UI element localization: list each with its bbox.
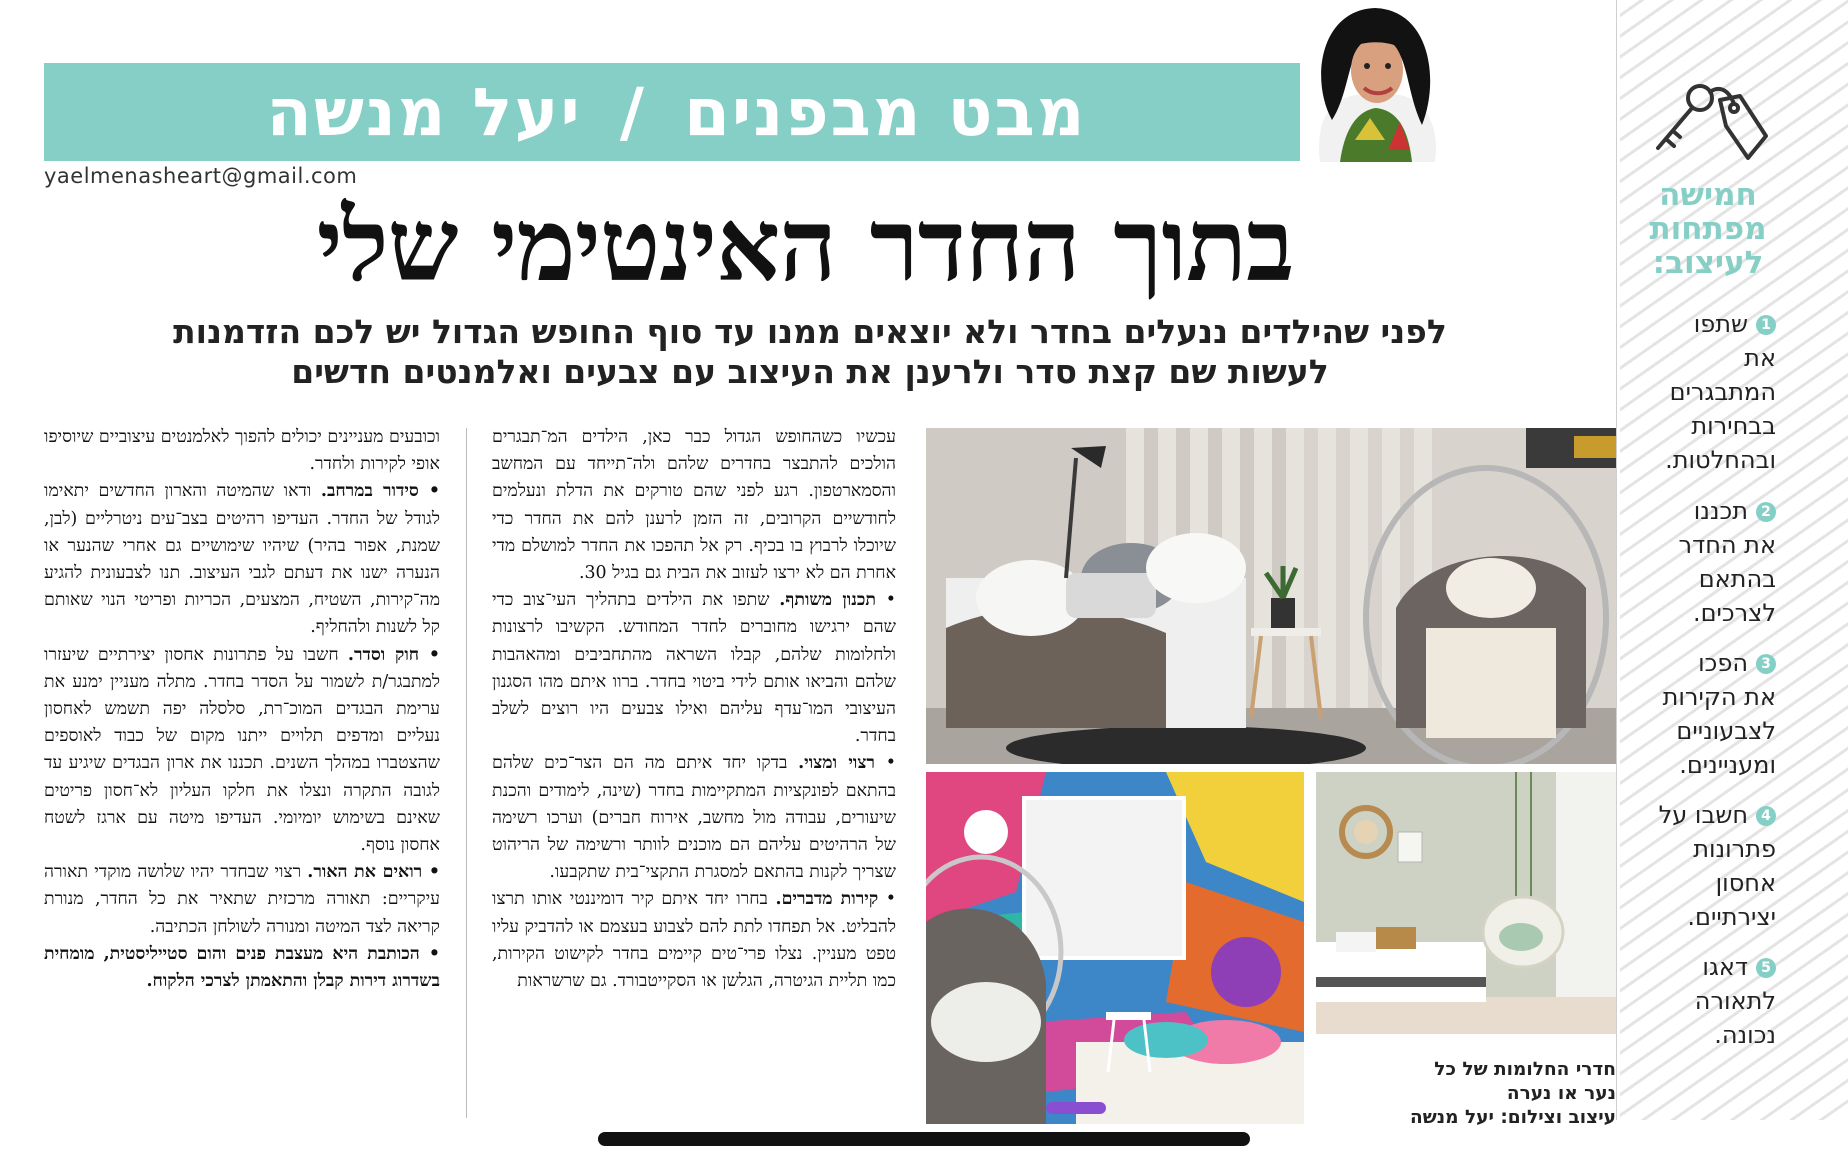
paragraph-order xyxy=(44,642,440,860)
design-tip xyxy=(1640,646,1776,782)
design-tip xyxy=(1640,950,1776,1052)
sidebar-title xyxy=(1640,178,1776,280)
paragraph-planning: • תכנון משותף. שתפו את הילדים בתהליך העי־צוב כדי שהם ירגישו מחוברים לחדר המחודש. הקשיבו לרצונות ולחלומות שלהם, קבלו השראה מהתחביבים ומהאהבות שלהם והביאו אותם לידי ביטוי בחדר. ברוו איתם מהו הסגנון העיצובי המו־עדף עליהם ואילו צבעים היו רוצים לשלב בחדר. xyxy=(492,590,896,747)
tip-text: בהתאם xyxy=(1698,565,1776,593)
tip-text: ובהחלטות. xyxy=(1665,446,1776,474)
keys-icon xyxy=(1648,80,1774,170)
title-separator: / xyxy=(619,73,646,151)
hammock-room-photo xyxy=(1316,772,1616,1034)
subhead-line-1: לפני שהילדים ננעלים בחדר ולא יוצאים ממנו עד סוף החופש הגדול יש לכם הזדמנות xyxy=(173,312,1447,351)
author-email[interactable]: yaelmenasheart@gmail.com xyxy=(44,164,358,188)
column-divider xyxy=(466,428,467,1118)
tip-text: פתרונות xyxy=(1693,835,1776,863)
paragraph-title: • סידור במרחב. xyxy=(320,481,440,502)
tip-text: לצבעוניים xyxy=(1676,717,1776,745)
sidebar-title-line: חמישה xyxy=(1659,177,1757,213)
paragraph-title: • חוק וסדר. xyxy=(347,644,440,665)
article-headline: בתוך החדר האינטימי שלי xyxy=(316,186,1294,304)
continued-paragraph: וכובעים מעניינים יכולים להפוך לאלמנטים עיצוביים שיוסיפו אופי לקירות ולחדר. xyxy=(44,427,440,475)
paragraph-title: קירות מדברים. xyxy=(775,889,879,910)
design-tip xyxy=(1640,307,1776,477)
article-subhead xyxy=(170,312,1450,392)
tip-text: יצירתיים. xyxy=(1687,903,1776,931)
paragraph-body: בחרו יחד איתם קיר דומיננטי אותו תרצו להבליט. אל תפחדו לתת להם לצבוע בעצמם או להדביק עליו טפט מעניין. נצלו פרי־טים קיימים בחדר לקישוט הקירות, כמו תליית הגיטרה, הגלשן או הסקייטבורד. גם שרשראות xyxy=(492,889,896,992)
tip-text: תכננו xyxy=(1693,497,1748,525)
paragraph-title: תכנון משותף. xyxy=(779,590,876,611)
caption-line-2: נער או נערה xyxy=(1506,1083,1616,1104)
sidebar-divider xyxy=(1616,0,1617,1120)
paragraph-body: חשבו על פתרונות אחסון יצירתיים שיעזרו למתבגר/ת לשמור על הסדר בחדר. מתלה מעניין ימנע את ערימת הבגדים המוכ־רת, סלסלה יפה תשמש לאחסון נעליים ומדפים תלויים ייתנו מקום של כבוד לאוספים שהצטברו במהלך השנים. תכננו את ארון הבגדים שיגיע עד לגובה התקרה ונצלו את חלקו העליון לא־חסון פריטים שאינם בשימוש יומיומי. העדיפו מיטה עם ארגז לשטח אחסון נוסף. xyxy=(44,644,440,856)
tip-text: המתבגרים xyxy=(1669,378,1776,406)
graffiti-room-photo xyxy=(926,772,1304,1124)
tip-number-badge: 5 xyxy=(1756,958,1776,978)
tip-text: בבחירות xyxy=(1691,412,1776,440)
tip-text: דאגו xyxy=(1702,953,1748,981)
tip-text: ומעניינים. xyxy=(1679,751,1776,779)
author-bio xyxy=(44,941,440,995)
paragraph-title: רצוי ומצוי. xyxy=(798,753,875,774)
paragraph-space xyxy=(44,478,440,641)
paragraph-light xyxy=(44,859,440,941)
tip-text: הפכו xyxy=(1698,649,1748,677)
intro-paragraph: עכשיו כשהחופש הגדול כבר כאן, הילדים המ־תבגרים הולכים להתבצר בחדרים שלהם ולה־תייחד עם המחשב והסמארטפון. רגע לפני שהם טורקים את הדלת ונעלמים לחודשיים הקרובים, זה הזמן לרענן להם את החדר כדי שיוכלו לרבוץ בו בכיף. רק אל תהפכו את החדר למושלם מדי אחרת הם לא ירצו לעזוב את הבית גם בגיל 30. xyxy=(492,427,896,584)
tip-text: נכונה. xyxy=(1714,1021,1776,1049)
home-indicator-bar[interactable] xyxy=(598,1132,1250,1146)
author-name: יעל מנשה xyxy=(266,73,582,151)
paragraph-walls: • קירות מדברים. בחרו יחד איתם קיר דומיננטי אותו תרצו להבליט. אל תפחדו לתת להם לצבוע בעצמם או להדביק עליו טפט מעניין. נצלו פרי־טים קיימים בחדר לקישוט הקירות, כמו תליית הגיטרה, הגלשן או הסקייטבורד. גם שרשראות xyxy=(492,889,896,992)
tip-text: לתאורה xyxy=(1694,987,1776,1015)
tip-text: חשבו על xyxy=(1658,801,1748,829)
paragraph-body: ודאו שהמיטה והארון החדשים יתאימו לגודל של החדר. העדיפו רהיטים בצב־עים ניטרליים (לבן, שמנת, אפור בהיר) שיהיו שימושיים גם אחרי שהנער או הנערה ישנו את דעתם לגבי העיצוב. תנו לצבעונית להגיע מה־קירות, השטיח, המצעים, הכריות ופריטי הנוי שאותם קל לשנות ולהחליף. xyxy=(44,481,440,638)
caption-credit: עיצוב וצילום: יעל מנשה xyxy=(1410,1107,1616,1128)
paragraph-body: בדקו יחד איתם מה הם הצר־כים שלהם בהתאם לפונקציות המתקיימות בחדר (שינה, לימודים והכנת שיעורים, עבודה מול מחשב, אירוח חברים) וערכו רשימה של הרהיטים עליהם הם מוכנים לוותר ורשימה של הריהוט שצריך לקנות בהתאם למסגרת התקצי־בית שתקבעו. xyxy=(492,753,896,883)
bedroom-photo xyxy=(926,428,1616,764)
tip-text: שתפו xyxy=(1693,310,1748,338)
sidebar-title-line: מפתחות xyxy=(1649,211,1767,247)
paragraph-needs: • רצוי ומצוי. בדקו יחד איתם מה הם הצר־כים שלהם בהתאם לפונקציות המתקיימות בחדר (שינה, לימודים והכנת שיעורים, עבודה מול מחשב, אירוח חברים) וערכו רשימה של הרהיטים עליהם הם מוכנים לוותר ורשימה של הריהוט שצריך לקנות בהתאם למסגרת התקצי־בית שתקבעו. xyxy=(492,753,896,883)
subhead-line-2: לעשות שם קצת סדר ולרענן את העיצוב עם צבעים ואלמנטים חדשים xyxy=(291,352,1329,391)
text-column-left xyxy=(44,424,440,1124)
design-tip xyxy=(1640,494,1776,630)
design-tip xyxy=(1640,798,1776,934)
tip-number-badge: 3 xyxy=(1756,654,1776,674)
tip-number-badge: 2 xyxy=(1756,502,1776,522)
sidebar-title-line: לעיצוב: xyxy=(1652,245,1764,281)
author-bio-text: • הכותבת היא מעצבת פנים והום סטייליסטית, מומחית בשדרוג דירות קבלן והתאמתן לצרכי הלקוח. xyxy=(44,943,440,992)
paragraph-body: רצוי שבחדר יהיו שלושה מוקדי תאורה עיקריים: תאורה מרכזית שתאיר את כל החדר, מנורת קריאה לצד המיטה ומנורה לשולחן הכתיבה. xyxy=(44,862,440,937)
photo-caption xyxy=(1316,1058,1616,1130)
paragraph-title: • רואים את האור. xyxy=(307,862,440,883)
tip-text: את הקירות xyxy=(1662,683,1776,711)
column-name: מבט מבפנים xyxy=(683,73,1087,151)
tip-text: את החדר xyxy=(1678,531,1776,559)
tip-text: לצרכים. xyxy=(1692,599,1776,627)
column-title xyxy=(44,63,1309,161)
paragraph-body: שתפו את הילדים בתהליך העי־צוב כדי שהם ירגישו מחוברים לחדר המחודש. הקשיבו לרצונות ולחלומות שלהם, קבלו השראה מהתחביבים ומהאהבות שלהם והביאו אותם לידי ביטוי בחדר. ברוו איתם מהו הסגנון העיצובי המו־עדף עליהם ואילו צבעים היו רוצים לשלב בחדר. xyxy=(492,590,896,747)
tip-text: אחסון xyxy=(1715,869,1776,897)
caption-line-1: חדרי החלומות של כל xyxy=(1434,1059,1616,1080)
tip-text: את xyxy=(1744,344,1776,372)
tip-number-badge: 1 xyxy=(1756,315,1776,335)
text-column-middle xyxy=(492,424,896,1124)
author-portrait xyxy=(1300,0,1452,162)
tip-number-badge: 4 xyxy=(1756,806,1776,826)
